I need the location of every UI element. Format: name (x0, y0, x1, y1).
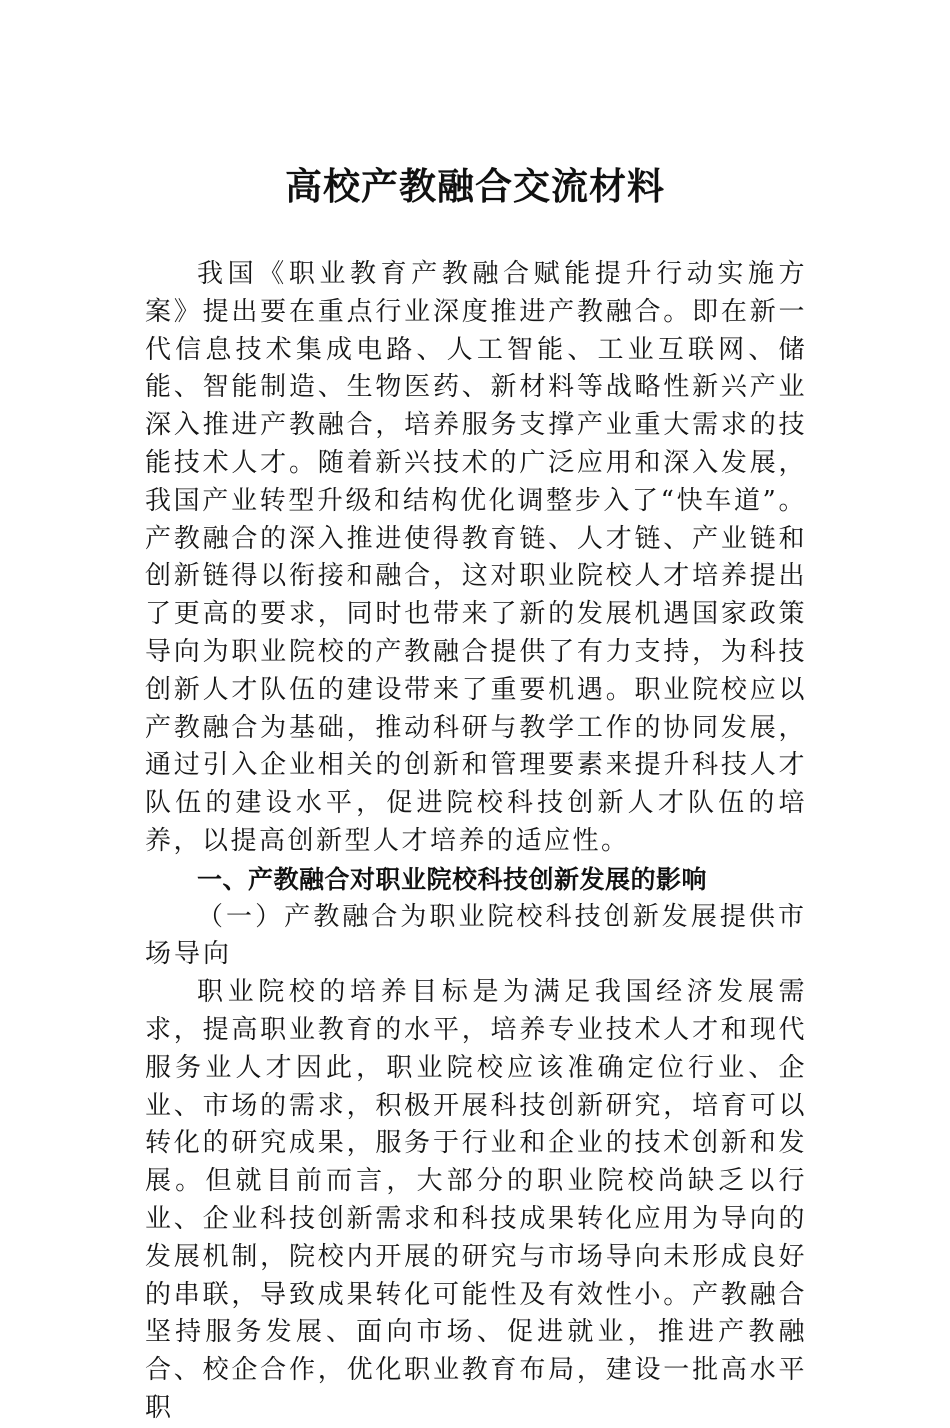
subsection-heading: （一）产教融合为职业院校科技创新发展提供市场导向 (145, 901, 807, 970)
intro-paragraph: 我国《职业教育产教融合赋能提升行动实施方案》提出要在重点行业深度推进产教融合。即在新一代信息技术集成电路、人工智能、工业互联网、储能、智能制造、生物医药、新材料等战略性新兴产业深入推进产教融合，培养服务支撑产业重大需求的技能技术人才。随着新兴技术的广泛应用和深入发展，我国产业转型升级和结构优化调整步入了“快车道”。产教融合的深入推进使得教育链、人才链、产业链和创新链得以衔接和融合，这对职业院校人才培养提出了更高的要求，同时也带来了新的发展机遇国家政策导向为职业院校的产教融合提供了有力支持，为科技创新人才队伍的建设带来了重要机遇。职业院校应以产教融合为基础，推动科研与教学工作的协同发展，通过引入企业相关的创新和管理要素来提升科技人才队伍的建设水平，促进院校科技创新人才队伍的培养，以提高创新型人才培养的适应性。 (145, 259, 807, 856)
document-title: 高校产教融合交流材料 (285, 164, 665, 208)
document-body (145, 256, 807, 1428)
section-heading: 一、产教融合对职业院校科技创新发展的影响 (197, 864, 708, 894)
body-paragraph: 职业院校的培养目标是为满足我国经济发展需求，提高职业教育的水平，培养专业技术人才和现代服务业人才因此，职业院校应该准确定位行业、企业、市场的需求，积极开展科技创新研究，培育可以转化的研究成果，服务于行业和企业的技术创新和发展。但就目前而言，大部分的职业院校尚缺乏以行业、企业科技创新需求和科技成果转化应用为导向的发展机制，院校内开展的研究与市场导向未形成良好的串联，导致成果转化可能性及有效性小。产教融合坚持服务发展、面向市场、促进就业，推进产教融合、校企合作，优化职业教育布局，建设一批高水平职 (145, 977, 807, 1423)
